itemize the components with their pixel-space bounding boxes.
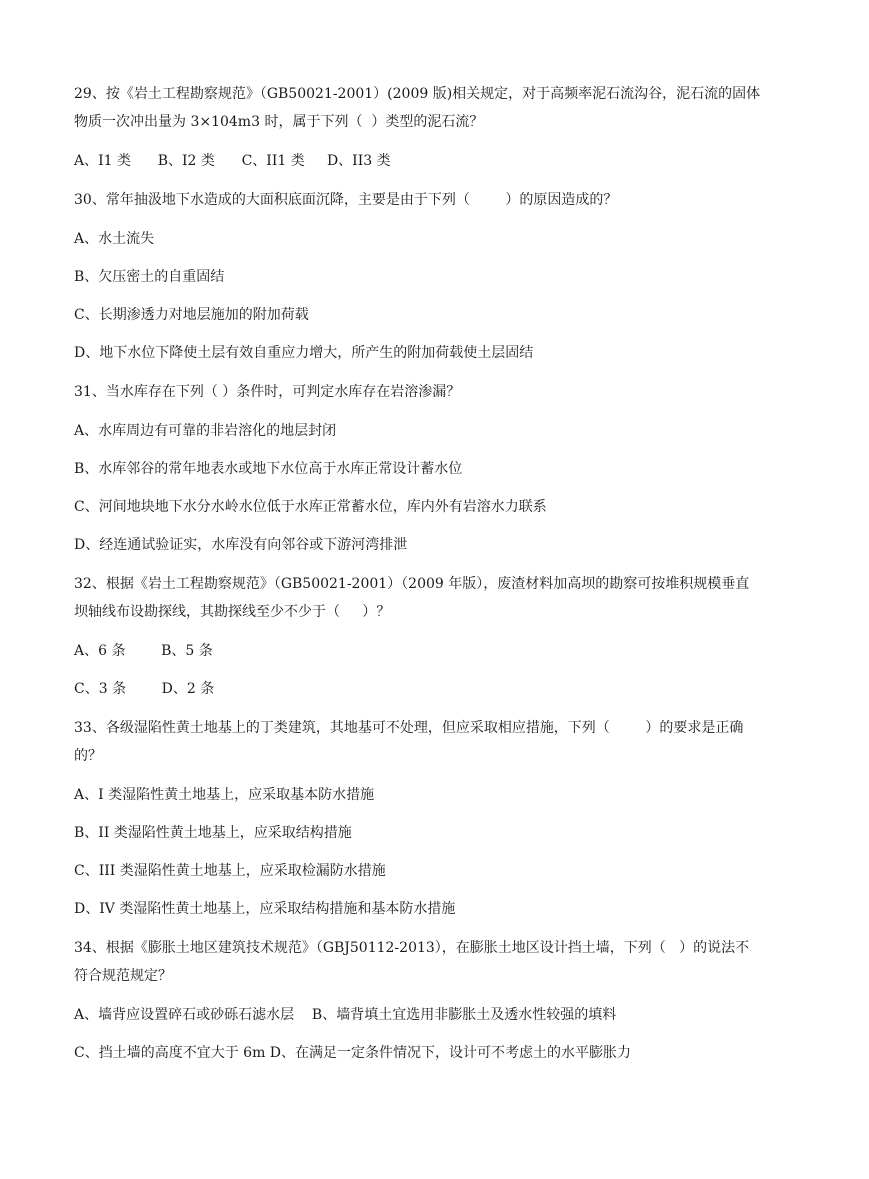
exam-page <box>74 80 814 1066</box>
question-32-title <box>74 570 814 626</box>
question-31-option-a: A、水库周边有可靠的非岩溶化的地层封闭 <box>74 423 337 439</box>
question-text-line: 34、根据《膨胀土地区建筑技术规范》（GBJ50112-2013），在膨胀土地区设计挡土墙，下列（ ）的说法不 <box>74 940 750 956</box>
question-text-line: 物质一次冲出量为 3×104m3 时，属于下列（ ）类型的泥石流？ <box>74 114 484 130</box>
question-29-title <box>74 80 814 136</box>
question-text-line: 31、当水库存在下列（ ）条件时，可判定水库存在岩溶渗漏？ <box>74 384 461 400</box>
question-32-options-ab: A、6 条 B、5 条 <box>74 643 213 659</box>
question-31-title <box>74 378 814 406</box>
question-33-title <box>74 714 814 770</box>
question-33-option-d: D、IV 类湿陷性黄土地基上，应采取结构措施和基本防水措施 <box>74 901 456 917</box>
question-34-title <box>74 934 814 990</box>
question-31-option-d: D、经连通试验证实，水库没有向邻谷或下游河湾排泄 <box>74 537 408 553</box>
question-30-option-a: A、水土流失 <box>74 231 155 247</box>
question-32-options-cd: C、3 条 D、2 条 <box>74 681 215 697</box>
question-text-line: 坝轴线布设勘探线，其勘探线至少不少于（ ）？ <box>74 604 391 620</box>
question-33-option-a: A、I 类湿陷性黄土地基上，应采取基本防水措施 <box>74 787 375 803</box>
question-30-option-c: C、长期渗透力对地层施加的附加荷载 <box>74 307 309 323</box>
question-text-line: 29、按《岩土工程勘察规范》（GB50021-2001）(2009 版)相关规定，对于高频率泥石流沟谷，泥石流的固体 <box>74 86 761 102</box>
question-31-option-b: B、水库邻谷的常年地表水或地下水位高于水库正常设计蓄水位 <box>74 461 463 477</box>
question-34-options-ab: A、墙背应设置碎石或砂砾石滤水层 B、墙背填土宜选用非膨胀土及透水性较强的填料 <box>74 1007 617 1023</box>
question-text-line: 32、根据《岩土工程勘察规范》（GB50021-2001）（2009 年版），废渣材料加高坝的勘察可按堆积规模垂直 <box>74 576 750 592</box>
question-30-option-d: D、地下水位下降使土层有效自重应力增大，所产生的附加荷载使土层固结 <box>74 345 534 361</box>
question-34-options-cd: C、挡土墙的高度不宜大于 6m D、在满足一定条件情况下，设计可不考虑土的水平膨胀力 <box>74 1045 632 1061</box>
question-33-option-c: C、III 类湿陷性黄土地基上，应采取检漏防水措施 <box>74 863 386 879</box>
question-30-title <box>74 186 814 214</box>
question-31-option-c: C、河间地块地下水分水岭水位低于水库正常蓄水位，库内外有岩溶水力联系 <box>74 499 547 515</box>
question-30-option-b: B、欠压密土的自重固结 <box>74 269 225 285</box>
question-text-line: 的？ <box>74 748 102 764</box>
question-33-option-b: B、II 类湿陷性黄土地基上，应采取结构措施 <box>74 825 352 841</box>
question-text-line: 30、常年抽汲地下水造成的大面积底面沉降，主要是由于下列（ ）的原因造成的？ <box>74 192 618 208</box>
question-text-line: 33、各级湿陷性黄土地基上的丁类建筑，其地基可不处理，但应采取相应措施，下列（ ）的要求是正确 <box>74 720 744 736</box>
question-text-line: 符合规范规定？ <box>74 968 172 984</box>
question-29-options: A、I1 类 B、I2 类 C、II1 类 D、II3 类 <box>74 153 391 169</box>
